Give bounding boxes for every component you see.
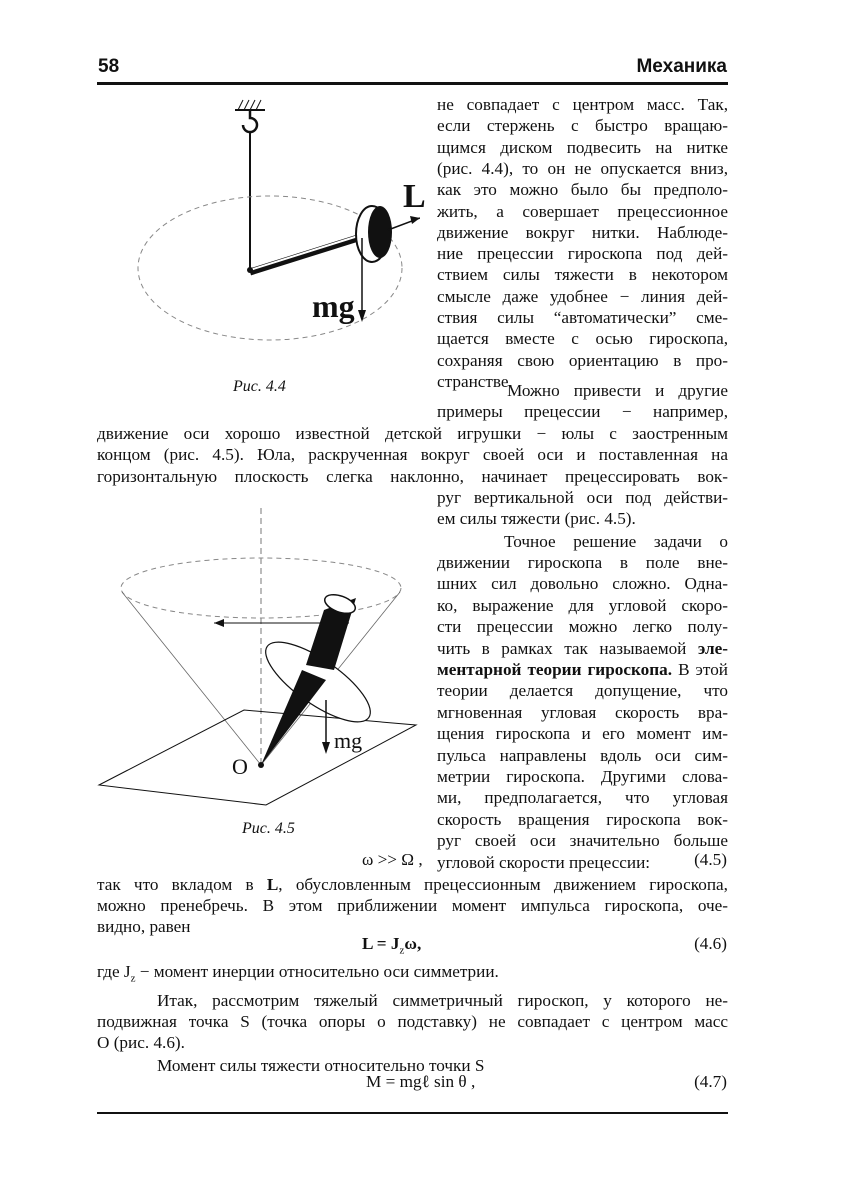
text-line-pre: метрии гироскопа. Другими слова-	[437, 767, 728, 786]
text-line-bold: эле-	[697, 638, 728, 658]
equation-number-4-5: (4.5)	[694, 850, 727, 869]
text-line-pre: подвижная точка S (точка опоры о подставку) не совпадает с центром масс	[97, 1012, 728, 1031]
text-line-pre: руг вертикальной оси под действи-	[437, 488, 728, 507]
label-L: L	[403, 178, 426, 215]
text-line-pre: видно, равен	[97, 917, 191, 936]
text-line	[437, 94, 728, 115]
text-line	[437, 702, 728, 723]
equation-4-6-sub: z	[399, 944, 405, 957]
text-line-pre: ние прецессии гироскопа под дей-	[437, 244, 728, 264]
equation-4-5: ω >> Ω ,	[362, 850, 423, 869]
text-line-pre: пульса направлены вдоль оси сим-	[437, 745, 728, 765]
text-line-pre: ствием силы тяжести в некотором	[437, 265, 728, 285]
text-line-pre: так что вкладом в	[97, 875, 267, 894]
text-line-pre: угловой скорости прецессии:	[437, 852, 651, 872]
text-line-bold: L	[266, 875, 279, 894]
text-line-pre: примеры прецессии − например,	[437, 402, 728, 421]
text-line-pre: странстве.	[437, 371, 513, 391]
text-line-pre: концом (рис. 4.5). Юла, раскрученная вокруг своей оси и поставленная на	[97, 445, 728, 465]
text-line	[97, 423, 728, 444]
equation-4-6-lhs: L = J	[362, 934, 400, 953]
footer-rule	[97, 1112, 728, 1114]
text-line	[437, 766, 728, 787]
text-line	[504, 531, 728, 552]
page-number: 58	[98, 56, 120, 77]
text-line	[157, 990, 728, 1011]
text-line	[437, 680, 728, 701]
text-line-pre: шних сил довольно сложно. Одна-	[437, 574, 728, 594]
text-line-pre: мгновенная угловая скорость вра-	[437, 702, 728, 722]
text-line	[97, 1032, 728, 1053]
text-line-pre: щается вместе с осью гироскопа,	[437, 329, 728, 349]
equation-4-6	[362, 934, 421, 956]
text-line-pre: жить, а совершает прецессионное	[437, 201, 728, 221]
text-line-post: В этой	[672, 660, 728, 679]
text-line	[437, 222, 728, 243]
equation-number-4-7: (4.7)	[694, 1072, 727, 1091]
text-line	[437, 616, 728, 637]
label-mg-fig45: mg	[334, 728, 363, 753]
text-line-pre: не совпадает с центром масс. Так,	[437, 95, 728, 114]
figure-4-5-caption: Рис. 4.5	[242, 820, 295, 837]
text-line	[437, 830, 728, 851]
equation-4-7: M = mgℓ sin θ ,	[366, 1072, 476, 1091]
text-line	[437, 179, 728, 200]
text-line	[507, 380, 728, 401]
text-line-post: − момент инерции относительно оси симметрии.	[135, 962, 499, 981]
text-line	[437, 328, 728, 349]
text-line	[437, 508, 728, 529]
text-line-pre: ми, предполагается, что угловая	[437, 788, 728, 808]
text-line	[97, 895, 728, 916]
text-line-pre: теории делается допущение, что	[437, 681, 728, 701]
text-line-post: , обусловленным прецессионным движением гироскопа,	[278, 875, 728, 894]
text-line-pre: руг своей оси значительно больше	[437, 831, 728, 851]
text-line	[437, 158, 728, 179]
text-line	[437, 286, 728, 307]
text-line	[437, 115, 728, 136]
text-line	[437, 852, 728, 873]
text-line	[437, 745, 728, 766]
text-line	[437, 401, 728, 422]
text-line	[437, 723, 728, 744]
text-line-pre: если стержень с быстро вращаю-	[437, 116, 728, 136]
text-line-pre: движении гироскопа в поле вне-	[437, 553, 728, 572]
text-line-pre: смысле даже удобнее − линия дей-	[437, 286, 728, 306]
text-line-pre: сохраняя свою ориентацию в про-	[437, 350, 728, 370]
text-line	[97, 874, 728, 895]
figure-4-4-caption: Рис. 4.4	[233, 378, 286, 395]
text-line	[437, 137, 728, 158]
text-line-pre: как это можно было бы предполо-	[437, 180, 728, 200]
text-line-pre: где J	[97, 962, 131, 981]
label-O: O	[232, 754, 248, 779]
text-line	[97, 961, 728, 989]
text-line-pre: ем силы тяжести (рис. 4.5).	[437, 509, 636, 528]
text-line	[437, 201, 728, 222]
text-line	[437, 659, 728, 680]
text-line	[437, 787, 728, 808]
text-line-pre: сти прецессии можно легко полу-	[437, 617, 728, 637]
section-title: Механика	[636, 56, 727, 77]
text-line	[437, 595, 728, 616]
text-line	[437, 264, 728, 285]
header-rule	[97, 82, 728, 85]
text-line	[97, 466, 728, 487]
text-line-pre: можно пренебречь. В этом приближении момент импульса гироскопа, оче-	[97, 896, 728, 915]
text-line-pre: Момент силы тяжести относительно точки S	[157, 1056, 485, 1075]
text-line-pre: Можно привести и другие	[507, 381, 728, 400]
text-line	[437, 243, 728, 264]
figure-4-5-spinning-top	[94, 500, 434, 810]
figure-4-4-gyroscope-on-thread	[90, 88, 420, 388]
text-line-sub: z	[130, 972, 136, 985]
text-line-pre: движение оси хорошо известной детской игрушки − юлы с заостренным	[97, 424, 728, 443]
text-line-pre: Итак, рассмотрим тяжелый симметричный гироскоп, у которого не-	[157, 991, 728, 1010]
text-line-pre: щения гироскопа и его момент им-	[437, 724, 728, 744]
text-line-pre: движение вокруг нитки. Наблюде-	[437, 222, 728, 242]
label-mg-fig44: mg	[312, 288, 355, 324]
text-line-pre: чить в рамках так называемой	[437, 638, 698, 658]
text-line-pre: ствия силы “автоматически” сме-	[437, 308, 728, 327]
text-line	[437, 638, 728, 659]
text-line-pre: горизонтальную плоскость слегка наклонно, начинает прецессировать вок-	[97, 466, 728, 486]
text-line-pre: щимся диском подвесить на нитке	[437, 137, 728, 157]
text-line-pre: (рис. 4.4), то он не опускается вниз,	[437, 158, 728, 178]
equation-4-6-rhs: ω,	[404, 934, 422, 953]
equation-number-4-6: (4.6)	[694, 934, 727, 953]
text-line	[97, 444, 728, 465]
text-line	[437, 487, 728, 508]
text-line	[437, 350, 728, 371]
text-line	[437, 809, 728, 830]
text-line-pre: Точное решение задачи о	[504, 532, 728, 551]
text-line-bold: ментарной теории гироскопа.	[437, 660, 673, 679]
text-line	[437, 573, 728, 594]
text-line	[437, 307, 728, 328]
text-line-pre: скорость вращения гироскопа вок-	[437, 809, 728, 829]
text-line-pre: ко, выражение для угловой скоро-	[437, 595, 728, 615]
text-line	[97, 1011, 728, 1032]
text-line	[437, 552, 728, 573]
text-line-pre: O (рис. 4.6).	[97, 1033, 185, 1052]
